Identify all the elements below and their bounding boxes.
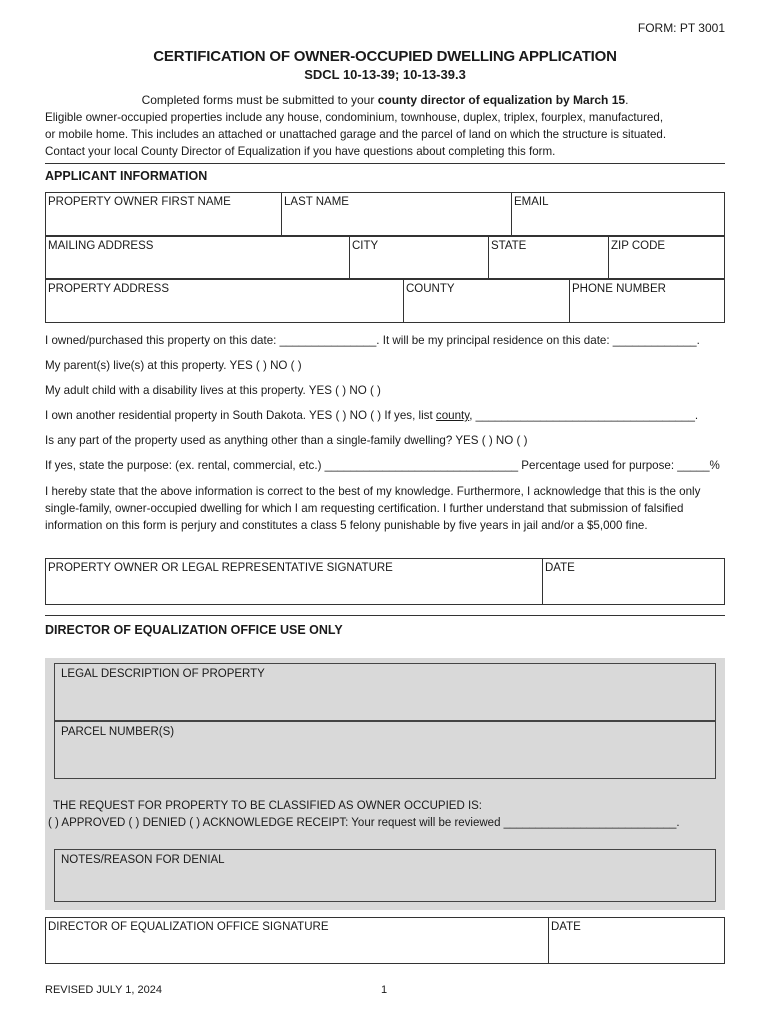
- director-signature-field[interactable]: DIRECTOR OF EQUALIZATION OFFICE SIGNATURE: [48, 921, 329, 933]
- zip-code-field[interactable]: ZIP CODE: [608, 237, 724, 278]
- contact-line: Contact your local County Director of Equalization if you have questions about completing this form.: [45, 145, 556, 158]
- ownership-dates-question[interactable]: I owned/purchased this property on this date: _______________. It will be my principal residence on this date: _____________.: [45, 334, 700, 347]
- divider: [45, 163, 725, 164]
- last-name-field[interactable]: LAST NAME: [281, 193, 511, 235]
- mailing-row: [45, 236, 725, 279]
- owner-signature-row: [45, 558, 725, 605]
- revision-date: REVISED JULY 1, 2024: [45, 984, 162, 996]
- office-use-heading: DIRECTOR OF EQUALIZATION OFFICE USE ONLY: [45, 623, 343, 637]
- eligibility-line-1: Eligible owner-occupied properties include any house, condominium, townhouse, duplex, triplex, fourplex, manufactured,: [45, 111, 664, 124]
- county-field[interactable]: COUNTY: [403, 280, 569, 322]
- director-signature-row: [45, 917, 725, 964]
- owner-signature-date-field[interactable]: DATE: [542, 559, 724, 604]
- property-row: [45, 279, 725, 323]
- state-field[interactable]: STATE: [488, 237, 608, 278]
- form-title: CERTIFICATION OF OWNER-OCCUPIED DWELLING APPLICATION: [153, 48, 617, 65]
- director-signature-date-field[interactable]: DATE: [548, 918, 724, 963]
- first-name-field[interactable]: PROPERTY OWNER FIRST NAME: [48, 196, 231, 208]
- name-email-row: [45, 192, 725, 236]
- purpose-question[interactable]: If yes, state the purpose: (ex. rental, commercial, etc.) ______________________________ Percentage used for purpose: _____%: [45, 459, 720, 472]
- parcel-numbers-field[interactable]: PARCEL NUMBER(S): [54, 721, 716, 779]
- certification-statement: I hereby state that the above information is correct to the best of my knowledge. Furthermore, I acknowledge that this is the only single-family, owner-occupied dwelling for which I am requesting certification. I further understand that submission of falsified information on this form is perjury and constitutes a class 5 felony punishable by five years in jail and/or a $5,000 fine.: [45, 485, 701, 532]
- city-field[interactable]: CITY: [349, 237, 488, 278]
- mailing-address-field[interactable]: MAILING ADDRESS: [48, 240, 154, 252]
- county-link[interactable]: county: [435, 409, 470, 422]
- legal-description-field[interactable]: LEGAL DESCRIPTION OF PROPERTY: [54, 663, 716, 721]
- classification-label: THE REQUEST FOR PROPERTY TO BE CLASSIFIED AS OWNER OCCUPIED IS:: [53, 800, 482, 812]
- adult-child-question[interactable]: My adult child with a disability lives at this property. YES ( ) NO ( ): [45, 384, 381, 397]
- phone-number-field[interactable]: PHONE NUMBER: [569, 280, 724, 322]
- applicant-section-heading: APPLICANT INFORMATION: [45, 169, 208, 183]
- parents-question[interactable]: My parent(s) live(s) at this property. YES ( ) NO ( ): [45, 359, 302, 372]
- other-property-question[interactable]: I own another residential property in South Dakota. YES ( ) NO ( ) If yes, list county, __________________________________.: [45, 409, 699, 422]
- eligibility-line-2: or mobile home. This includes an attached or unattached garage and the parcel of land on which the structure is situated.: [45, 128, 667, 141]
- divider: [45, 615, 725, 616]
- classification-options[interactable]: ( ) APPROVED ( ) DENIED ( ) ACKNOWLEDGE RECEIPT: Your request will be reviewed ___________________________.: [48, 817, 680, 829]
- other-use-question[interactable]: Is any part of the property used as anything other than a single-family dwelling? YES ( ) NO ( ): [45, 434, 528, 447]
- notes-denial-field[interactable]: NOTES/REASON FOR DENIAL: [54, 849, 716, 902]
- submission-instructions: Completed forms must be submitted to your county director of equalization by March 15.: [141, 93, 629, 107]
- deadline-text: county director of equalization by March 15: [377, 93, 626, 107]
- form-number: FORM: PT 3001: [637, 21, 725, 35]
- form-subtitle: SDCL 10-13-39; 10-13-39.3: [304, 67, 466, 82]
- email-field[interactable]: EMAIL: [511, 193, 724, 235]
- property-address-field[interactable]: PROPERTY ADDRESS: [48, 283, 170, 295]
- owner-signature-field[interactable]: PROPERTY OWNER OR LEGAL REPRESENTATIVE SIGNATURE: [48, 562, 393, 574]
- page-number: 1: [381, 984, 388, 996]
